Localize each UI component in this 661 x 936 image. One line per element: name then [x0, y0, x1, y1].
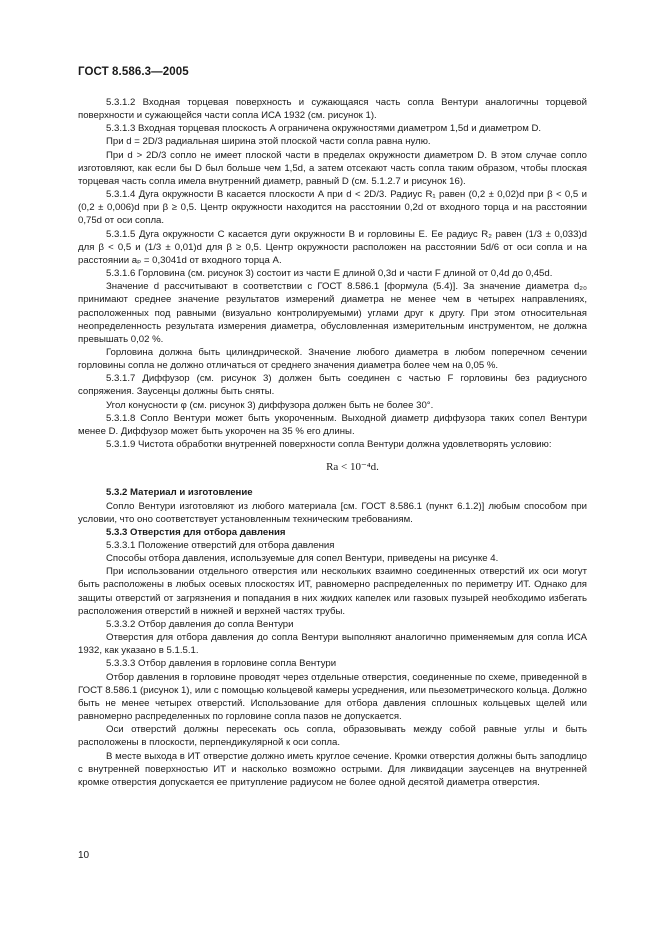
formula: Ra < 10⁻⁴d. — [326, 461, 379, 474]
paragraph: Отбор давления в горловине проводят через отдельные отверстия, соединенные по схеме, приведенной в ГОСТ 8.586.1 (рисунок 1), или с помощью кольцевой камеры усреднения, или пьезометрического кольца. Должно быть не менее четырех отверстий. Использование для отбора давления сплошных кольцевых щелей или равномерно распределенных по горловине сопла пазов не допускается. — [78, 671, 587, 723]
paragraph: Угол конусности φ (см. рисунок 3) диффузора должен быть не более 30°. — [106, 399, 434, 411]
paragraph: Оси отверстий должны пересекать ось сопла, образовывать между собой равные углы и быть расположены в плоскости, перпендикулярной к оси сопла. — [78, 724, 587, 749]
paragraph: 5.3.1.7 Диффузор (см. рисунок 3) должен быть соединен с частью F горловины без радиусного сопряжения. Заусенцы должны быть сняты. — [78, 373, 587, 398]
paragraph: Сопло Вентури изготовляют из любого материала [см. ГОСТ 8.586.1 (пункт 6.1.2)] любым способом при условии, что оно соответствует установленным техническим требованиям. — [78, 500, 587, 525]
paragraph: 5.3.1.2 Входная торцевая поверхность и сужающаяся часть сопла Вентури аналогичны торцевой поверхности и сужающейся части сопла ИСА 1932 (см. рисунок 1). — [78, 97, 587, 122]
paragraph: В месте выхода в ИТ отверстие должно иметь круглое сечение. Кромки отверстия должны быть заподлицо с внутренней поверхностью ИТ и насколько возможно острыми. Для ликвидации заусенцев на внутренней кромке отверстия допускается ее притупление радиусом не более одной десятой диаметра отверстия. — [78, 750, 587, 788]
paragraph: 5.3.1.8 Сопло Вентури может быть укороченным. Выходной диаметр диффузора таких сопел Вентури менее D. Диффузор может быть укорочен на 35 % его длины. — [78, 412, 587, 437]
paragraph: 5.3.3.1 Положение отверстий для отбора давления — [106, 540, 335, 551]
paragraph: Значение d рассчитывают в соответствии с ГОСТ 8.586.1 [формула (5.4)]. За значение диаметра d₂₀ принимают среднее значение результатов измерений диаметра не менее чем в четырех направлениях, расположенных под равными (визуально контролируемыми) углами друг к другу. При этом относительная неопределенность результата измерения диаметра, обусловленная измерительным инструментом, не должна превышать 0,02 %. — [78, 281, 587, 345]
paragraph: 5.3.1.6 Горловина (см. рисунок 3) состоит из части E длиной 0,3d и части F длиной от 0,4d до 0,45d. — [106, 268, 553, 280]
document-body — [78, 96, 587, 789]
paragraph: Способы отбора давления, используемые для сопел Вентури, приведены на рисунке 4. — [106, 553, 499, 565]
paragraph: 5.3.1.4 Дуга окружности B касается плоскости A при d < 2D/3. Радиус R₁ равен (0,2 ± 0,02)d при β < 0,5 и (0,2 ± 0,006)d при β ≥ 0,5. Центр окружности находится на расстоянии 0,2d от входного торца и на расстоянии 0,75d от оси сопла. — [78, 189, 587, 227]
section-heading: 5.3.2 Материал и изготовление — [106, 487, 253, 499]
paragraph: 5.3.1.9 Чистота обработки внутренней поверхности сопла Вентури должна удовлетворять условию: — [106, 439, 552, 451]
paragraph: 5.3.3.3 Отбор давления в горловине сопла Вентури — [106, 658, 337, 670]
paragraph: Отверстия для отбора давления до сопла Вентури выполняют аналогично применяемым для сопла ИСА 1932, как указано в 5.1.5.1. — [78, 632, 587, 657]
paragraph: 5.3.1.5 Дуга окружности C касается дуги окружности B и горловины E. Ее радиус R₂ равен (1/3 ± 0,033)d для β < 0,5 и (1/3 ± 0,01)d для β ≥ 0,5. Центр окружности расположен на расстоянии 5d/6 от оси сопла и на расстоянии aₚ = 0,3041d от входного торца A. — [78, 228, 587, 266]
paragraph: 5.3.1.3 Входная торцевая плоскость A ограничена окружностями диаметром 1,5d и диаметром D. — [106, 123, 542, 135]
page-number: 10 — [78, 850, 90, 861]
page-header: ГОСТ 8.586.3—2005 — [78, 66, 189, 78]
paragraph: 5.3.3.2 Отбор давления до сопла Вентури — [106, 618, 294, 630]
paragraph: При d > 2D/3 сопло не имеет плоской части в пределах окружности диаметром D. В этом случае сопло изготовляют, как если бы D был больше чем 1,5d, а затем отсекают часть сопла таким образом, чтобы плоская торцевая часть сопла имела внутренний диаметр, равный D (см. 5.1.2.7 и рисунок 16). — [78, 149, 587, 187]
paragraph: При d = 2D/3 радиальная ширина этой плоской части сопла равна нулю. — [106, 136, 431, 148]
paragraph: При использовании отдельного отверстия или нескольких взаимно соединенных отверстий их оси могут быть расположены в любых осевых плоскостях ИТ, равномерно распределенных по периметру ИТ. Однако для защиты отверстий от загрязнения и попадания в них жидких капелек или газовых пузырей необходимо избегать расположения отверстий в нижней и верхней частях трубы. — [78, 566, 587, 617]
paragraph: Горловина должна быть цилиндрической. Значение любого диаметра в любом поперечном сечении горловины сопла не должно отличаться от среднего значения диаметра более чем на 0,05 %. — [78, 346, 587, 372]
section-heading: 5.3.3 Отверстия для отбора давления — [106, 526, 286, 538]
